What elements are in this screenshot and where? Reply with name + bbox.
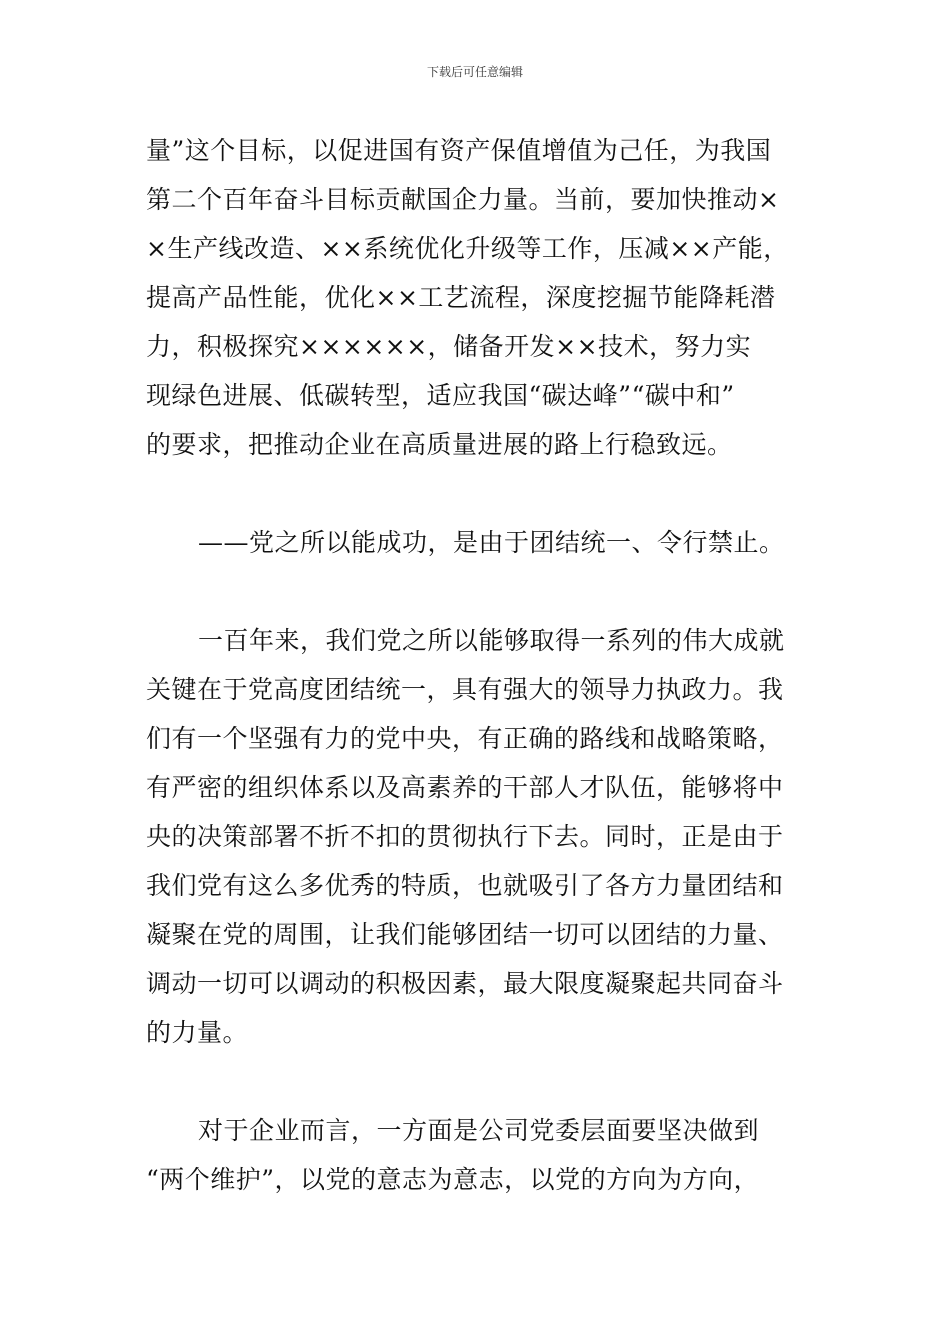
text-line: 现绿色进展、低碳转型，适应我国“碳达峰”“碳中和” <box>146 381 735 410</box>
text-line: 的要求，把推动企业在高质量进展的路上行稳致远。 <box>146 430 733 459</box>
text-line: “两个维护”，以党的意志为意志，以党的方向为方向， <box>146 1165 760 1194</box>
text-line: 量”这个目标，以促进国有资产保值增值为己任，为我国 <box>146 136 772 165</box>
paragraph-3 <box>146 616 826 1057</box>
paragraph-gap <box>146 469 826 518</box>
text-line: 的力量。 <box>146 1018 249 1047</box>
text-line: ×生产线改造、××系统优化升级等工作，压减××产能， <box>146 234 789 263</box>
paragraph-gap <box>146 1057 826 1106</box>
text-line: 有严密的组织体系以及高素养的干部人才队伍，能够将中 <box>146 773 784 802</box>
text-line: 我们党有这么多优秀的特质，也就吸引了各方力量团结和 <box>146 871 784 900</box>
text-line: 调动一切可以调动的积极因素，最大限度凝聚起共同奋斗 <box>146 969 784 998</box>
paragraph-gap <box>146 567 826 616</box>
paragraph-1 <box>146 126 826 469</box>
section-heading-line: ——党之所以能成功，是由于团结统一、令行禁止。 <box>198 528 785 557</box>
paragraph-2-heading <box>146 518 826 567</box>
text-line: 们有一个坚强有力的党中央，有正确的路线和战略策略， <box>146 724 784 753</box>
text-line: 第二个百年奋斗目标贡献国企力量。当前，要加快推动× <box>146 185 780 214</box>
text-line: 对于企业而言，一方面是公司党委层面要坚决做到 <box>198 1116 760 1145</box>
page-header: 下载后可任意编辑 <box>426 65 523 79</box>
text-line: 一百年来，我们党之所以能够取得一系列的伟大成就 <box>198 626 785 655</box>
text-line: 央的决策部署不折不扣的贯彻执行下去。同时，正是由于 <box>146 822 784 851</box>
text-line: 力，积极探究××××××，储备开发××技术，努力实 <box>146 332 752 361</box>
text-line: 提高产品性能，优化××工艺流程，深度挖掘节能降耗潜 <box>146 283 776 312</box>
document-body <box>146 126 826 1204</box>
paragraph-4 <box>146 1106 826 1204</box>
text-line: 关键在于党高度团结统一，具有强大的领导力执政力。我 <box>146 675 784 704</box>
text-line: 凝聚在党的周围，让我们能够团结一切可以团结的力量、 <box>146 920 784 949</box>
